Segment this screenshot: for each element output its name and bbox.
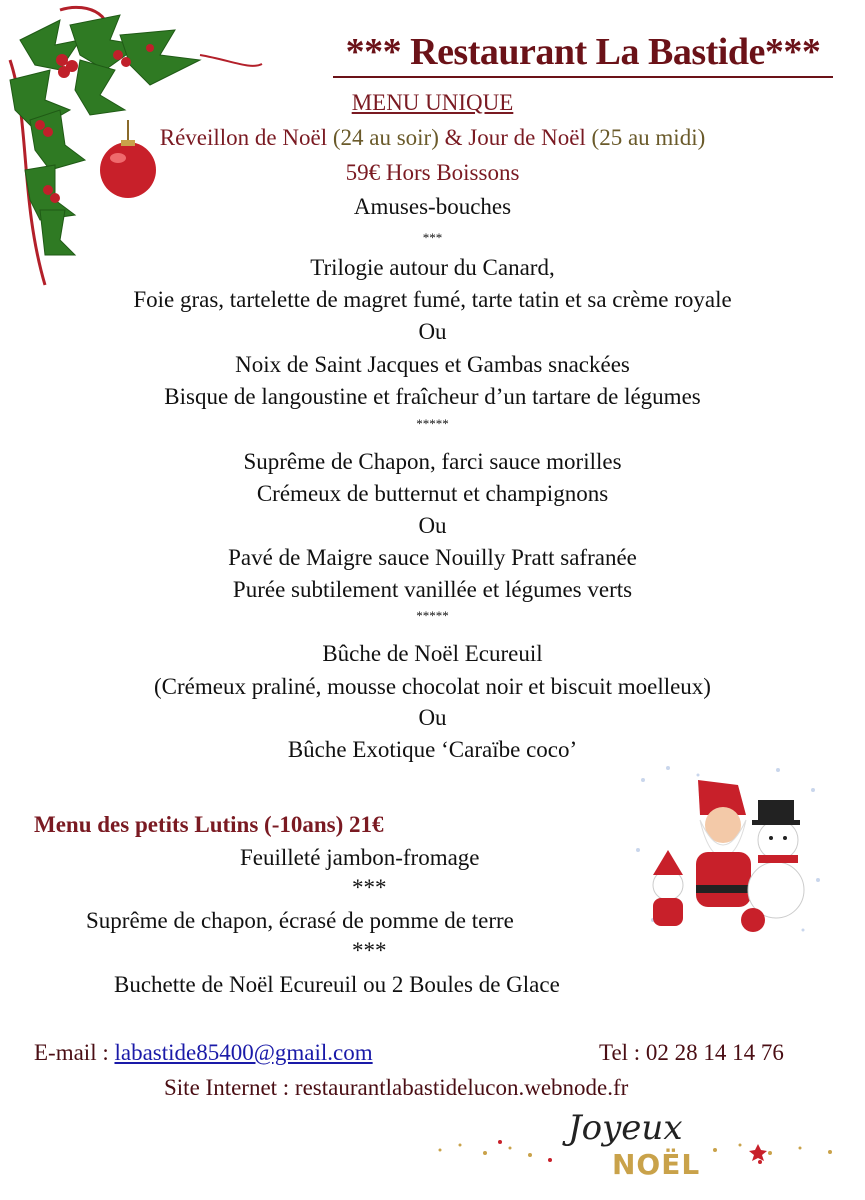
occasion-part1: Réveillon de Noël (159, 125, 328, 150)
entree-option-1-desc: Foie gras, tartelette de magret fumé, tarte tatin et sa crème royale (133, 287, 732, 312)
separator: *** (352, 875, 387, 900)
plat-option-2-desc: Purée subtilement vanillée et légumes verts (232, 577, 633, 602)
amuses-bouches: Amuses-bouches (353, 194, 512, 219)
kids-menu-item-1: Feuilleté jambon-fromage (240, 845, 480, 870)
greeting-joyeux: Joyeux (568, 1108, 683, 1148)
dessert-or: Ou (418, 705, 447, 730)
plat-option-1-title: Suprême de Chapon, farci sauce morilles (243, 449, 622, 474)
greeting-noel: NOËL (612, 1148, 701, 1181)
occasion-part3: & Jour de Noël (444, 125, 586, 150)
website: Site Internet : restaurantlabastidelucon.webnode.fr (164, 1075, 629, 1100)
dessert-option-2-title: Bûche Exotique ‘Caraïbe coco’ (287, 737, 578, 762)
separator: *** (352, 938, 387, 963)
kids-menu-item-2: Suprême de chapon, écrasé de pomme de terre (86, 908, 514, 933)
kids-menu-title: Menu des petits Lutins (-10ans) 21€ (34, 812, 384, 837)
page-title: *** Restaurant La Bastide*** (333, 28, 833, 78)
phone-number: Tel : 02 28 14 14 76 (599, 1040, 784, 1065)
entree-option-2-desc: Bisque de langoustine et fraîcheur d’un tartare de légumes (164, 384, 701, 409)
plat-or: Ou (418, 513, 447, 538)
entree-option-1-title: Trilogie autour du Canard, (310, 255, 555, 280)
dessert-option-1-title: Bûche de Noël Ecureuil (322, 641, 543, 666)
kids-menu-item-3: Buchette de Noël Ecureuil ou 2 Boules de Glace (114, 972, 560, 997)
price-line: 59€ Hors Boissons (345, 160, 520, 185)
santa-snowman-illustration (628, 760, 828, 945)
menu-subtitle: MENU UNIQUE (351, 90, 514, 115)
occasion-part4: (25 au midi) (591, 125, 706, 150)
plat-option-1-desc: Crémeux de butternut et champignons (256, 481, 609, 506)
entree-or: Ou (418, 319, 447, 344)
email-label: E-mail : (34, 1040, 109, 1065)
occasion-part2: (24 au soir) (332, 125, 439, 150)
email-link[interactable]: labastide85400@gmail.com (114, 1040, 373, 1065)
separator: ***** (416, 608, 449, 623)
separator: *** (422, 230, 443, 245)
dessert-option-1-desc: (Crémeux praliné, mousse chocolat noir et biscuit moelleux) (154, 674, 711, 699)
occasion-line (0, 123, 865, 153)
plat-option-2-title: Pavé de Maigre sauce Nouilly Pratt safranée (228, 545, 637, 570)
separator: ***** (416, 416, 449, 431)
entree-option-2-title: Noix de Saint Jacques et Gambas snackées (235, 352, 630, 377)
email-row (34, 1040, 373, 1066)
